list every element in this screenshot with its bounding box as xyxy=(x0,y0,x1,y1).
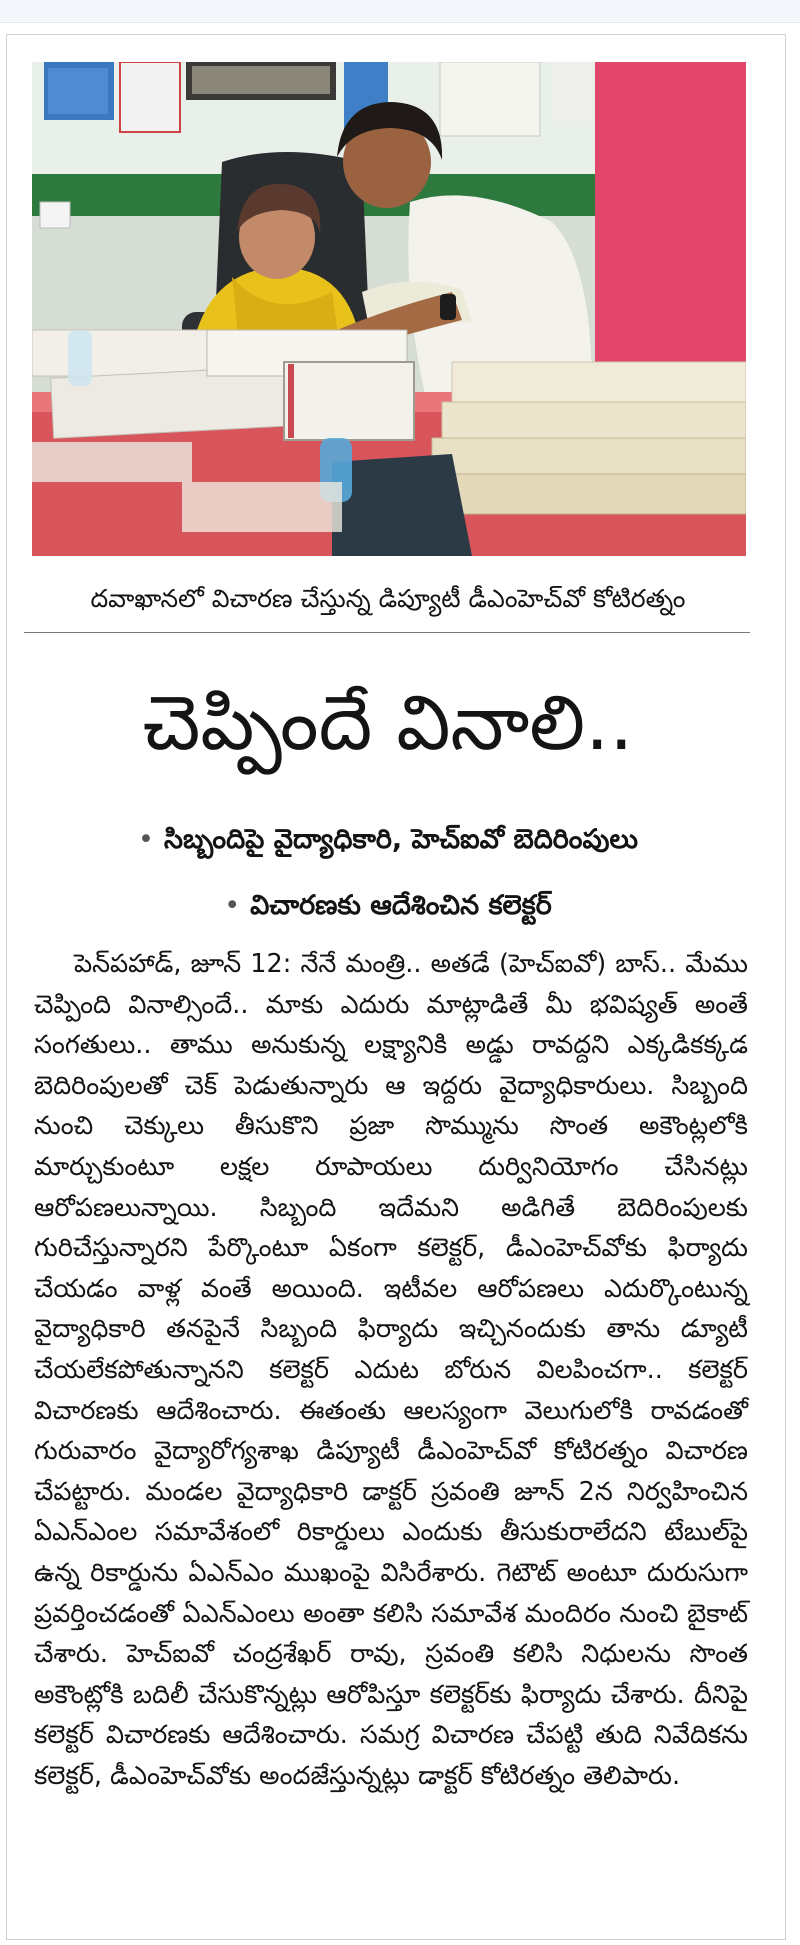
top-strip xyxy=(0,0,800,23)
desk-papers-left xyxy=(32,330,232,376)
article-body-paragraph: పెన్‌పహాడ్, జూన్ 12: నేనే మంత్రి.. అతడే (హెచ్ఐవో) బాస్.. మేము చెప్పింది వినాల్సిందే.. మాకు ఎదురు మాట్లాడితే మీ భవిష్యత్ అంతే సంగతులు.. తాము అనుకున్న లక్ష్యానికి అడ్డు రావద్దని ఎక్కడికక్కడ బెదిరింపులతో చెక్ పెడుతున్నారు ఆ ఇద్దరు వైద్యాధికారులు. సిబ్బంది నుంచి చెక్కులు తీసుకొని ప్రజా సొమ్మును సొంత అకౌంట్లలోకి మార్చుకుంటూ లక్షల రూపాయలు దుర్వినియోగం చేసినట్లు ఆరోపణలున్నాయి. సిబ్బంది ఇదేమని అడిగితే బెదిరింపులకు గురిచేస్తున్నారని పేర్కొంటూ ఏకంగా కలెక్టర్, డీఎంహెచ్‌వోకు ఫిర్యాదు చేయడం వాళ్ల వంతే అయింది. ఇటీవల ఆరోపణలు ఎదుర్కొంటున్న వైద్యాధికారి తనపైనే సిబ్బంది ఫిర్యాదు ఇచ్చినందుకు తాను డ్యూటీ చేయలేకపోతున్నానని కలెక్టర్ ఎదుట బోరున విలపించగా.. కలెక్టర్ విచారణకు ఆదేశించారు. ఈతంతు ఆలస్యంగా వెలుగులోకి రావడంతో గురువారం వైద్యారోగ్యశాఖ డిప్యూటీ డీఎంహెచ్‌వో కోటిరత్నం విచారణ చేపట్టారు. మండల వైద్యాధికారి డాక్టర్ స్రవంతి జూన్ 2న నిర్వహించిన ఏఎన్ఎంల సమావేశంలో రికార్డులు ఎందుకు తీసుకురాలేదని టేబుల్‌పై ఉన్న రికార్డును ఏఎన్ఎం ముఖంపై విసిరేశారు. గెటౌట్ అంటూ దురుసుగా ప్రవర్తించడంతో ఏఎన్ఎంలు అంతా కలిసి సమావేశ మందిరం నుంచి బైకాట్ చేశారు. హెచ్ఐవో చంద్రశేఖర్ రావు, స్రవంతి కలిసి నిధులను సొంత అకౌంట్లోకి బదిలీ చేసుకొన్నట్లు ఆరోపిస్తూ కలెక్టర్‌కు ఫిర్యాదు చేశారు. దీనిపై కలెక్టర్ విచారణకు ఆదేశించారు. సమగ్ర విచారణ చేపట్టి తుది నివేదికను కలెక్టర్, డీఎంహెచ్‌వోకు అందజేస్తున్నట్లు డాక్టర్ కోటిరత్నం తెలిపారు. xyxy=(34,949,748,1791)
subheading-2 xyxy=(26,888,750,924)
subheading-1-text: సిబ్బందిపై వైద్యాధికారి, హెచ్ఐవో బెదిరింపులు xyxy=(163,824,638,855)
desk-cloth xyxy=(332,454,472,556)
wall-poster-2 xyxy=(120,62,180,132)
switch-board xyxy=(40,202,70,228)
bullet-icon: • xyxy=(138,824,154,855)
article-headline: చెప్పిందే వినాలి.. xyxy=(142,678,634,767)
file-folder xyxy=(284,362,414,440)
files-stack xyxy=(452,362,746,408)
wall-poster-4 xyxy=(440,62,540,136)
caption-divider xyxy=(24,632,750,633)
office-photo xyxy=(32,62,746,556)
photo-caption: దవాఖానలో విచారణ చేస్తున్న డిప్యూటీ డీఎంహెచ్‌వో కోటిరత్నం xyxy=(90,584,686,613)
bullet-icon: • xyxy=(224,890,241,921)
subheading-1 xyxy=(26,822,750,858)
wristwatch xyxy=(440,294,456,320)
subheading-2-text: విచారణకు ఆదేశించిన కలెక్టర్ xyxy=(250,890,552,921)
article-body xyxy=(34,944,748,1796)
